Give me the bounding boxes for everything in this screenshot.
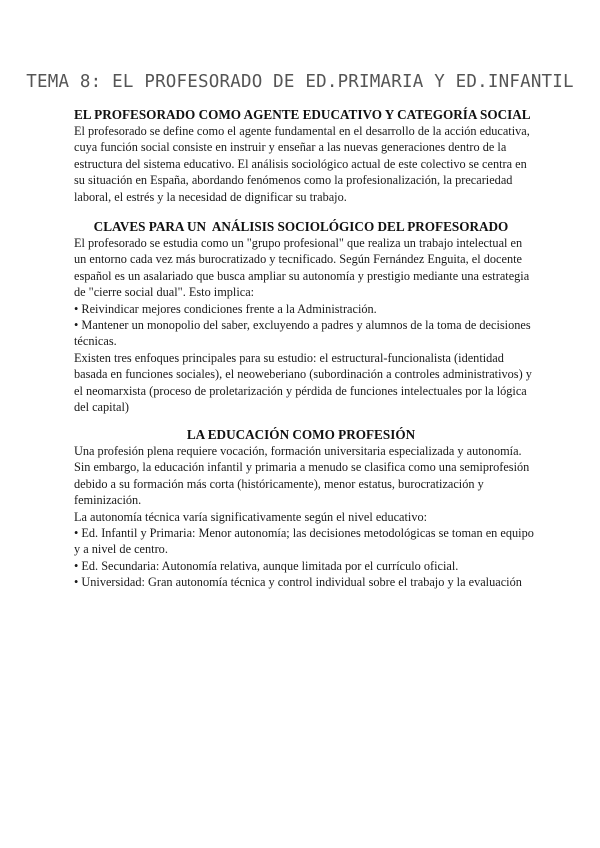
body-line: el neomarxista (proceso de proletarización y pérdida de funciones intelectuales por la lógica (74, 383, 527, 398)
bullet-item: • Ed. Infantil y Primaria: Menor autonomía; las decisiones metodológicas se toman en equipo (74, 526, 534, 541)
page-title: TEMA 8: EL PROFESORADO DE ED.PRIMARIA Y ED.INFANTIL (26, 72, 574, 92)
body-line: español es un asalariado que busca ampliar su autonomía y prestigio mediante una estrategia (74, 268, 530, 283)
body-line: El profesorado se define como el agente fundamental en el desarrollo de la acción educativa, (74, 124, 530, 138)
body-line: y a nivel de centro. (74, 542, 168, 557)
body-line: feminización. (74, 493, 142, 508)
section-heading: CLAVES PARA UN ANÁLISIS SOCIOLÓGICO DEL PROFESORADO (93, 219, 509, 234)
body-line: cuya función social consiste en instruir y enseñar a las nuevas generaciones dentro de la (74, 140, 507, 155)
body-line: su situación en España, abordando fenómenos como la profesionalización, la precariedad (74, 173, 513, 188)
body-line: de "cierre social dual". Esto implica: (74, 285, 255, 300)
body-line: debido a su formación más corta (históricamente), menor estatus, burocratización y (74, 476, 484, 491)
body-line: La autonomía técnica varía significativamente según el nivel educativo: (74, 509, 428, 524)
section-body (74, 123, 528, 205)
section-body (74, 443, 534, 591)
bullet-item: • Universidad: Gran autonomía técnica y control individual sobre el trabajo y la evaluación (74, 575, 522, 590)
body-line: estructura del sistema educativo. El análisis sociológico actual de este colectivo se centra en (74, 156, 527, 171)
section-heading: LA EDUCACIÓN COMO PROFESIÓN (186, 427, 416, 442)
body-line: del capital) (74, 400, 129, 415)
section-claves-analisis (74, 219, 532, 415)
body-line: un entorno cada vez más burocratizado y tecnificado. Según Fernández Enguita, el docente (74, 252, 522, 267)
section-body (74, 235, 532, 415)
body-line: técnicas. (74, 334, 117, 349)
body-line: Sin embargo, la educación infantil y primaria a menudo se clasifica como una semiprofesión (74, 460, 530, 475)
bullet-item: • Ed. Secundaria: Autonomía relativa, aunque limitada por el currículo oficial. (74, 558, 459, 573)
section-agente-educativo (74, 107, 531, 205)
body-line: Existen tres enfoques principales para su estudio: el estructural-funcionalista (identidad (74, 350, 504, 365)
section-educacion-profesion (74, 427, 534, 591)
body-line: Una profesión plena requiere vocación, formación universitaria especializada y autonomía. (74, 444, 522, 458)
bullet-item: • Mantener un monopolio del saber, excluyendo a padres y alumnos de la toma de decisiones (74, 318, 531, 333)
body-line: El profesorado se estudia como un "grupo profesional" que realiza un trabajo intelectual en (74, 236, 523, 250)
body-line: basada en funciones sociales), el neoweberiano (subordinación a controles administrativos) y (74, 367, 532, 382)
body-line: laboral, el estrés y la necesidad de dignificar su trabajo. (74, 189, 347, 204)
bullet-item: • Reivindicar mejores condiciones frente a la Administración. (74, 301, 377, 316)
section-heading: EL PROFESORADO COMO AGENTE EDUCATIVO Y CATEGORÍA SOCIAL (74, 107, 531, 122)
